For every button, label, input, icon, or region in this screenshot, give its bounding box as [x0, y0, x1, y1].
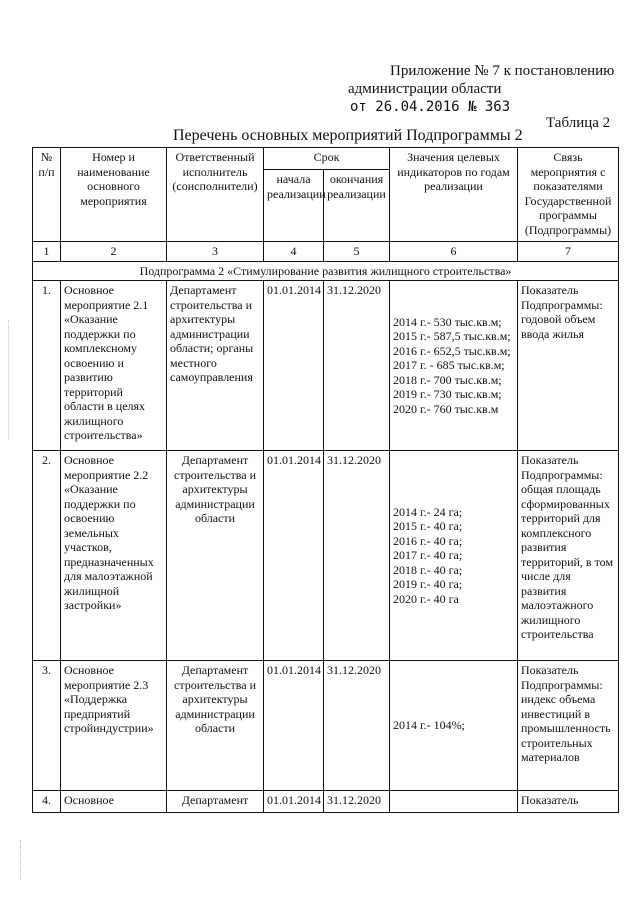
appendix-line-1: Приложение № 7 к постановлению — [390, 63, 615, 79]
indicator-value: 2019 г.- 730 тыс.кв.м; — [393, 387, 502, 402]
col-number: 7 — [518, 242, 619, 262]
indicator-value: 2014 г.- 104%; — [393, 718, 465, 733]
indicator-value: 2017 г. - 685 тыс.кв.м; — [393, 358, 505, 373]
end-date: 31.12.2020 — [324, 791, 390, 813]
responsible-executor: Департамент строительства и архитектуры администрации области — [167, 451, 264, 661]
indicator-value: 2017 г.- 40 га; — [393, 548, 463, 563]
indicator-value: 2020 г.- 40 га — [393, 591, 459, 606]
col-header-indicators: Значения целевых индикаторов по годам реализации — [390, 148, 518, 242]
table-row — [33, 451, 619, 661]
responsible-executor: Департамент строительства и архитектуры администрации области; органы местного самоуправления — [167, 281, 264, 451]
program-link: Показатель Подпрограммы: годовой объем ввода жилья — [518, 281, 619, 451]
scan-artifact — [20, 840, 22, 880]
activities-table — [32, 147, 619, 813]
activity-name: Основное мероприятие 2.3 «Поддержка предприятий стройиндустрии» — [61, 661, 167, 791]
indicator-value: 2018 г.- 700 тыс.кв.м; — [393, 372, 502, 387]
activity-name: Основное мероприятие 2.2 «Оказание поддержки по освоению земельных участков, предназначенных для малоэтажной жилищной застройки» — [61, 451, 167, 661]
subprogram-heading: Подпрограмма 2 «Стимулирование развития жилищного строительства» — [33, 261, 619, 281]
start-date: 01.01.2014 — [264, 661, 324, 791]
scan-artifact — [8, 320, 10, 440]
row-number: 1. — [33, 281, 61, 451]
table-row — [33, 661, 619, 791]
row-number: 2. — [33, 451, 61, 661]
program-link: Показатель Подпрограммы: индекс объема инвестиций в промышленность строительных материалов — [518, 661, 619, 791]
col-number: 1 — [33, 242, 61, 262]
indicator-value: 2016 г.- 40 га; — [393, 533, 463, 548]
col-header-name: Номер и наименование основного мероприятия — [61, 148, 167, 242]
table-label: Таблица 2 — [546, 115, 611, 131]
indicator-value: 2015 г.- 587,5 тыс.кв.м; — [393, 329, 511, 344]
program-link: Показатель — [518, 791, 619, 813]
end-date: 31.12.2020 — [324, 281, 390, 451]
start-date: 01.01.2014 — [264, 451, 324, 661]
col-number: 3 — [167, 242, 264, 262]
indicator-values — [390, 451, 518, 661]
indicator-values — [390, 791, 518, 813]
activity-name: Основное мероприятие 2.1 «Оказание поддержки по комплексному освоению и развитию территорий области в целях жилищного строительства» — [61, 281, 167, 451]
col-number: 5 — [324, 242, 390, 262]
responsible-executor: Департамент строительства и архитектуры администрации области — [167, 661, 264, 791]
indicator-value: 2019 г.- 40 га; — [393, 577, 463, 592]
col-header-num: № п/п — [33, 148, 61, 242]
appendix-date: от 26.04.2016 № 363 — [350, 99, 511, 115]
indicator-value: 2020 г.- 760 тыс.кв.м — [393, 401, 499, 416]
end-date: 31.12.2020 — [324, 451, 390, 661]
indicator-value: 2014 г.- 530 тыс.кв.м; — [393, 314, 502, 329]
col-header-end: окончания реализации — [324, 170, 390, 242]
indicator-value: 2016 г.- 652,5 тыс.кв.м; — [393, 343, 511, 358]
indicator-value: 2018 г.- 40 га; — [393, 562, 463, 577]
col-header-responsible: Ответственный исполнитель (соисполнители) — [167, 148, 264, 242]
col-header-term: Срок — [264, 148, 390, 170]
document-title: Перечень основных мероприятий Подпрограммы 2 — [173, 127, 523, 144]
indicator-value: 2014 г.- 24 га; — [393, 504, 463, 519]
col-number: 4 — [264, 242, 324, 262]
col-number: 6 — [390, 242, 518, 262]
indicator-values — [390, 281, 518, 451]
responsible-executor: Департамент — [167, 791, 264, 813]
end-date: 31.12.2020 — [324, 661, 390, 791]
table-row — [33, 791, 619, 813]
row-number: 4. — [33, 791, 61, 813]
activity-name: Основное — [61, 791, 167, 813]
start-date: 01.01.2014 — [264, 281, 324, 451]
program-link: Показатель Подпрограммы: общая площадь сформированных территорий для комплексного развития территорий, в том числе для развития малоэтажного жилищного строительства — [518, 451, 619, 661]
col-header-link: Связь мероприятия с показателями Государственной программы (Подпрограммы) — [518, 148, 619, 242]
row-number: 3. — [33, 661, 61, 791]
start-date: 01.01.2014 — [264, 791, 324, 813]
table-row — [33, 281, 619, 451]
indicator-values — [390, 661, 518, 791]
col-number: 2 — [61, 242, 167, 262]
appendix-line-2: администрации области — [348, 81, 502, 97]
indicator-value: 2015 г.- 40 га; — [393, 519, 463, 534]
col-header-start: начала реализации — [264, 170, 324, 242]
